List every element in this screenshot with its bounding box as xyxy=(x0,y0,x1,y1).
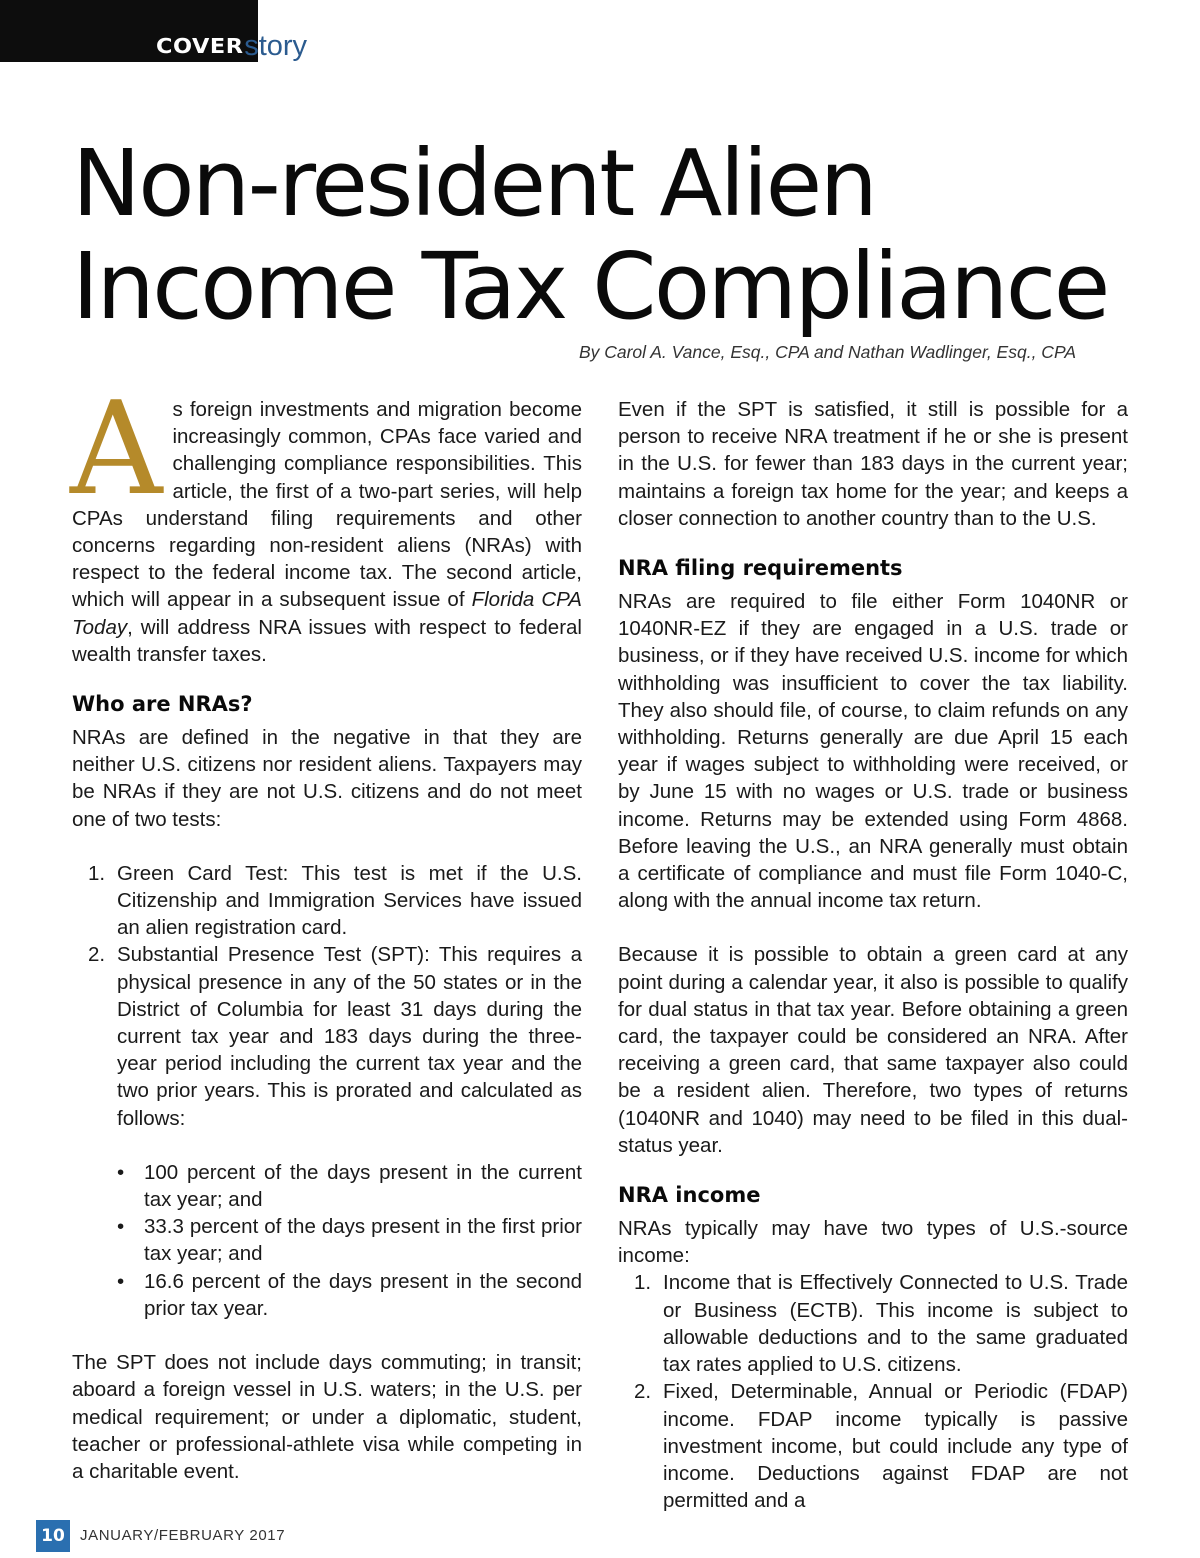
intro-text: s foreign investments and migration become increasingly common, CPAs face varied and challenging compliance responsibilities. This article, the first of a two-part series, will help CPAs understand filing requirements and other concerns regarding non-resident aliens (NRAs) with respect to the federal income tax. The second article, which will appear in a subsequent issue of xyxy=(72,398,582,612)
who-paragraph-3: Even if the SPT is satisfied, it still is possible for a person to receive NRA treatment if he or she is present in the U.S. for fewer than 183 days in the current year; maintains a foreign tax home for the year; and keeps a closer connection to another country than to the U.S. xyxy=(618,398,1128,530)
page-footer xyxy=(36,1520,285,1552)
section-label-cover: COVER xyxy=(156,34,244,58)
bullet-icon: • xyxy=(117,1269,125,1293)
bullet-icon: • xyxy=(117,1160,125,1184)
article-column-left xyxy=(70,375,582,1485)
list-item: • 33.3 percent of the days present in the first prior tax year; and xyxy=(117,1215,582,1266)
intro-paragraph xyxy=(70,375,582,668)
income-paragraph-1: NRAs typically may have two types of U.S.-source income: xyxy=(618,1217,1128,1268)
section-label-story: story xyxy=(244,30,308,62)
list-item: 2. Fixed, Determinable, Annual or Periodic (FDAP) income. FDAP income typically is passive investment income, but could include any type of income. Deductions against FDAP are not permitted and a xyxy=(634,1380,1128,1513)
filing-paragraph-1: NRAs are required to file either Form 1040NR or 1040NR-EZ if they are engaged in a U.S. trade or business, or if they have received U.S. income for which withholding was insufficient to cover the tax liability. They also should file, of course, to claim refunds on any withholding. Returns generally are due April 15 each year if wages subject to withholding were received, or by June 15 with no wages or U.S. trade or business income. Returns may be extended using Form 4868. Before leaving the U.S., an NRA generally must obtain a certificate of compliance and must file Form 1040-C, along with the annual income tax return. xyxy=(618,590,1128,913)
article-title: Non-resident Alien Income Tax Compliance xyxy=(72,130,1108,340)
drop-cap: A xyxy=(70,375,163,524)
publication-name: Florida CPA Today xyxy=(72,588,582,639)
proration-bullets xyxy=(117,1159,582,1322)
tests-list xyxy=(72,860,582,1132)
heading-nra-income: NRA income xyxy=(618,1183,761,1208)
article-byline: By Carol A. Vance, Esq., CPA and Nathan Wadlinger, Esq., CPA xyxy=(578,342,1076,362)
list-item: 1. Green Card Test: This test is met if the U.S. Citizenship and Immigration Services have issued an alien registration card. xyxy=(88,861,582,940)
list-item: • 100 percent of the days present in the current tax year; and xyxy=(117,1160,582,1212)
issue-date: JANUARY/FEBRUARY 2017 xyxy=(80,1527,286,1544)
bullet-icon: • xyxy=(117,1215,125,1239)
article-column-right xyxy=(618,396,1128,1514)
filing-paragraph-2: Because it is possible to obtain a green card at any point during a calendar year, it also is possible to qualify for dual status in that tax year. Before obtaining a green card, the taxpayer could be considered an NRA. After receiving a green card, that same taxpayer also could be a resident alien. Therefore, two types of returns (1040NR and 1040) may need to be filed in this dual-status year. xyxy=(618,943,1128,1157)
list-item: • 16.6 percent of the days present in the second prior tax year. xyxy=(117,1269,582,1320)
who-paragraph-2: The SPT does not include days commuting; in transit; aboard a foreign vessel in U.S. waters; in the U.S. per medical requirement; or under a diplomatic, student, teacher or professional-athlete visa while competing in a charitable event. xyxy=(72,1351,582,1483)
page-number: 10 xyxy=(36,1520,70,1552)
intro-end-text: , will address NRA issues with respect to federal wealth transfer taxes. xyxy=(72,615,582,666)
heading-who-are-nras: Who are NRAs? xyxy=(72,692,253,717)
section-label xyxy=(156,28,307,61)
list-item: 1. Income that is Effectively Connected to U.S. Trade or Business (ECTB). This income is subject to allowable deductions and to the same graduated tax rates applied to U.S. citizens. xyxy=(634,1271,1128,1377)
heading-nra-filing-requirements: NRA filing requirements xyxy=(618,556,903,581)
who-paragraph-1: NRAs are defined in the negative in that they are neither U.S. citizens nor resident aliens. Taxpayers may be NRAs if they are not U.S. citizens and do not meet one of two tests: xyxy=(72,726,582,831)
income-types-list xyxy=(618,1269,1128,1514)
list-item: 2. Substantial Presence Test (SPT): This requires a physical presence in any of the 50 states or in the District of Columbia for least 31 days during the current tax year and 183 days during the three-year period including the current tax year and the two prior years. This is prorated and calculated as follows: xyxy=(88,943,582,1130)
